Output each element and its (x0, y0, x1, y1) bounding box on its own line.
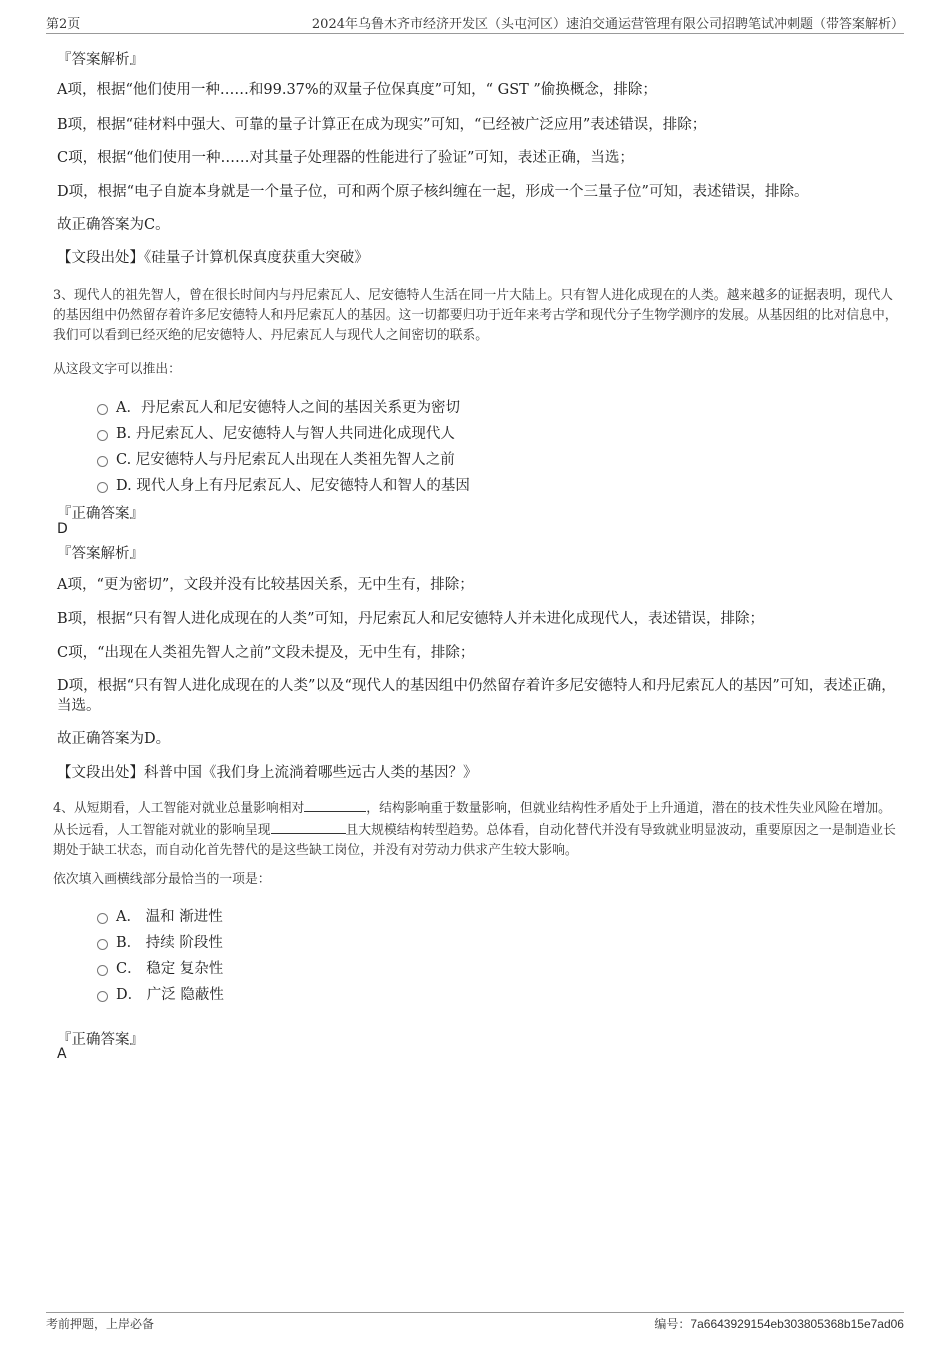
footer-slogan: 考前押题，上岸必备 (46, 1317, 155, 1331)
page-header (46, 13, 904, 34)
page-number: 第2页 (46, 17, 81, 32)
q3-option-a[interactable]: A．丹尼索瓦人和尼安德特人之间的基因关系更为密切 (97, 396, 460, 417)
q3-prompt: 从这段文字可以推出： (53, 362, 181, 377)
q4-option-c[interactable]: C． 稳定 复杂性 (97, 957, 223, 978)
q4-answer-label: 『正确答案』 (57, 1032, 144, 1048)
q3-option-d[interactable]: D. 现代人身上有丹尼索瓦人、尼安德特人和智人的基因 (97, 474, 470, 495)
radio-icon[interactable] (97, 939, 108, 950)
q2-analysis-line-d: D项，根据“电子自旋本身就是一个量子位，可和两个原子核纠缠在一起，形成一个三量子位”可知，表述错误，排除。 (57, 184, 809, 200)
q3-answer-label: 『正确答案』 (57, 506, 144, 522)
radio-icon[interactable] (97, 482, 108, 493)
q3-analysis-line-d: D项，根据“只有智人进化成现在的人类”以及“现代人的基因组中仍然留存着许多尼安德特人和丹尼索瓦人的基因”可知，表述正确，当选。 (57, 678, 896, 714)
radio-icon[interactable] (97, 456, 108, 467)
q4-option-d[interactable]: D． 广泛 隐蔽性 (97, 983, 224, 1004)
q4-prompt: 依次填入画横线部分最恰当的一项是： (53, 872, 271, 887)
q4-answer: A (57, 1046, 67, 1062)
radio-icon[interactable] (97, 965, 108, 976)
radio-icon[interactable] (97, 430, 108, 441)
q3-analysis-line-b: B项，根据“只有智人进化成现在的人类”可知，丹尼索瓦人和尼安德特人并未进化成现代人，表述错误，排除； (57, 611, 764, 627)
radio-icon[interactable] (97, 991, 108, 1002)
q3-answer: D (57, 521, 68, 537)
q3-analysis-line-a: A项，“更为密切”，文段并没有比较基因关系，无中生有，排除； (57, 577, 474, 593)
footer-doc-id: 编号：7a6643929154eb303805368b15e7ad06 (654, 1317, 904, 1331)
q3-analysis-line-c: C项，“出现在人类祖先智人之前”文段未提及，无中生有，排除； (57, 645, 475, 661)
fill-blank-2 (271, 819, 346, 834)
page-footer (46, 1312, 904, 1331)
q3-question-text: 3、现代人的祖先智人，曾在很长时间内与丹尼索瓦人、尼安德特人生活在同一片大陆上。只有智人进化成现在的人类。越来越多的证据表明，现代人的基因组中仍然留存着许多尼安德特人和丹尼索瓦人的基因。这一切都要归功于近年来考古学和现代分子生物学测序的发展。从基因组的比对信息中，我们可以看到已经灭绝的尼安德特人、丹尼索瓦人与现代人之间密切的联系。 (53, 288, 898, 343)
q3-analysis-label: 『答案解析』 (57, 546, 144, 562)
q2-analysis-line-a: A项，根据“他们使用一种……和99.37%的双量子位保真度”可知，“ GST ”偷换概念，排除； (57, 82, 657, 98)
q2-analysis-line-c: C项，根据“他们使用一种……对其量子处理器的性能进行了验证”可知，表述正确，当选； (57, 150, 634, 166)
q2-analysis-line-b: B项，根据“硅材料中强大、可靠的量子计算正在成为现实”可知，“已经被广泛应用”表述错误，排除； (57, 117, 707, 133)
q2-analysis-label: 『答案解析』 (57, 52, 144, 68)
q4-option-b[interactable]: B． 持续 阶段性 (97, 931, 223, 952)
q2-source: 【文段出处】《硅量子计算机保真度获重大突破》 (57, 250, 369, 266)
q4-question-text: 4、从短期看，人工智能对就业总量影响相对 ，结构影响重于数量影响，但就业结构性矛盾处于上升通道，潜在的技术性失业风险在增加。从长远看，人工智能对就业的影响呈现 且大规模结构转型趋势。总体看，自动化替代并没有导致就业明显波动，重要原因之一是制造业长期处于缺工状态，而自动化首先替代的是这些缺工岗位，并没有对劳动力供求产生较大影响。 (53, 797, 898, 861)
fill-blank-1 (304, 797, 366, 812)
document-title: 2024年乌鲁木齐市经济开发区（头屯河区）速泊交通运营管理有限公司招聘笔试冲刺题（带答案解析） (311, 17, 904, 32)
q2-conclusion: 故正确答案为C。 (57, 217, 170, 233)
q3-conclusion: 故正确答案为D。 (57, 731, 171, 747)
radio-icon[interactable] (97, 404, 108, 415)
q3-source: 【文段出处】科普中国《我们身上流淌着哪些远古人类的基因？》 (57, 765, 478, 781)
radio-icon[interactable] (97, 913, 108, 924)
q4-option-a[interactable]: A． 温和 渐进性 (97, 905, 223, 926)
q3-option-c[interactable]: C. 尼安德特人与丹尼索瓦人出现在人类祖先智人之前 (97, 448, 455, 469)
q3-option-b[interactable]: B. 丹尼索瓦人、尼安德特人与智人共同进化成现代人 (97, 422, 455, 443)
